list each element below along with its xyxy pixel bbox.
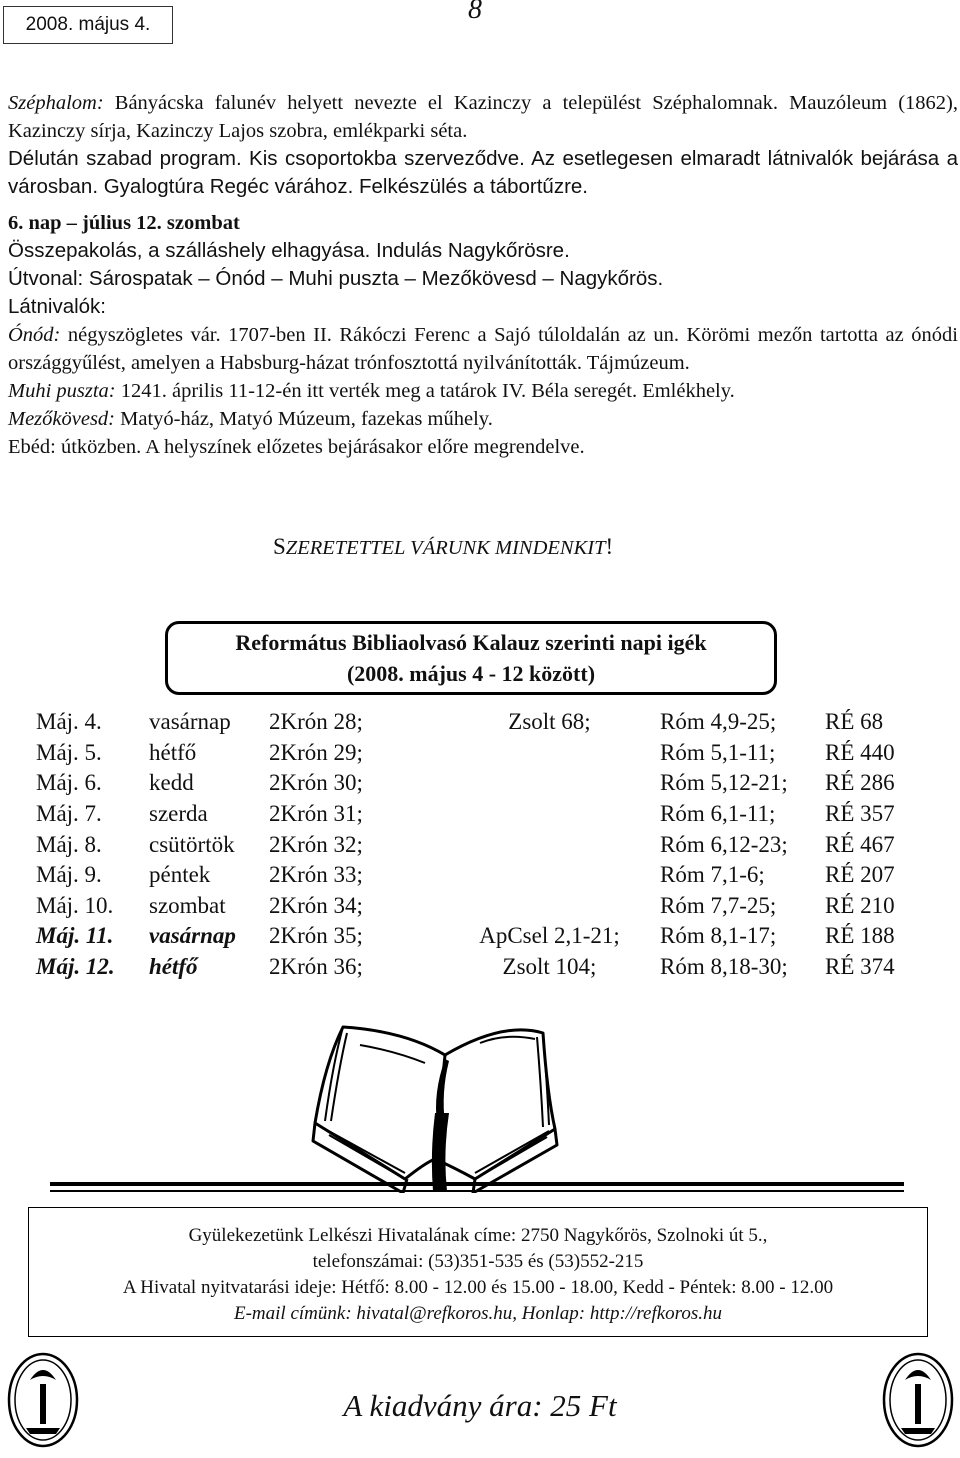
reading-cell-re: RÉ 68 xyxy=(825,709,884,735)
reading-cell-day: vasárnap xyxy=(149,923,236,949)
reading-cell-nt: Róm 8,18-30; xyxy=(660,954,788,980)
day6-line-sights: Látnivalók: xyxy=(8,295,107,318)
paragraph-text: 1241. április 11-12-én itt verték meg a tatárok IV. Béla seregét. Emlékhely. xyxy=(115,380,735,402)
paragraph-afternoon: Délután szabad program. Kis csoportokba szerveződve. Az esetlegesen elmaradt látnivalók bejárása a városban. Gyalogtúra Regéc várához. Felkészülés a tábortűzre. xyxy=(8,147,958,198)
office-phones: telefonszámai: (53)351-535 és (53)552-215 xyxy=(312,1251,644,1272)
reading-cell-re: RÉ 210 xyxy=(825,892,895,918)
office-info-box xyxy=(28,1207,928,1337)
reading-cell-ot: 2Krón 29; xyxy=(269,739,363,765)
reading-cell-day: péntek xyxy=(149,862,211,888)
reading-cell-ps xyxy=(439,860,660,891)
reading-cell-ps xyxy=(439,738,660,769)
reading-cell-day: csütörtök xyxy=(149,831,235,857)
welcome-exclaim: ! xyxy=(605,534,614,559)
reading-row xyxy=(36,921,915,952)
reading-cell-ps xyxy=(439,829,660,860)
divider-thick xyxy=(50,1182,904,1186)
paragraph-szephalom xyxy=(8,89,958,145)
readings-title: Református Bibliaolvasó Kalauz szerinti napi igék xyxy=(235,630,707,655)
reading-cell-ps xyxy=(439,891,660,922)
reading-cell-re: RÉ 286 xyxy=(825,770,895,796)
welcome-line xyxy=(273,534,613,560)
itinerary-text xyxy=(8,89,958,461)
reading-cell-ps: Zsolt 104; xyxy=(502,954,597,980)
place-label-muhi: Muhi puszta: xyxy=(8,380,116,402)
reading-cell-ps xyxy=(439,799,660,830)
reading-cell-ps: Zsolt 68; xyxy=(508,709,591,735)
divider-thin xyxy=(50,1190,904,1192)
paragraph-lunch: Ebéd: útközben. A helyszínek előzetes bejárásakor előre megrendelve. xyxy=(8,436,585,458)
paragraph-mezokovesd xyxy=(8,405,958,433)
paragraph-text: négyszögletes vár. 1707-ben II. Rákóczi Ferenc a Sajó túloldalán az un. Körömi mezőn tartotta az ónódi országgyűlést, amelyen a Habsburg-házat trónfosztottá nyilvánították. Tájmúzeum. xyxy=(8,324,958,374)
reading-row xyxy=(36,952,915,983)
reading-cell-date: Máj. 5. xyxy=(36,739,102,765)
reading-row xyxy=(36,799,915,830)
reading-cell-ot: 2Krón 33; xyxy=(269,862,363,888)
reading-cell-date: Máj. 10. xyxy=(36,892,114,918)
place-label-szephalom: Széphalom: xyxy=(8,92,104,114)
reading-cell-day: hétfő xyxy=(149,954,198,980)
welcome-text: ZERETETTEL VÁRUNK MINDENKIT xyxy=(285,537,606,559)
reading-cell-day: szerda xyxy=(149,801,208,827)
day6-line-pack: Összepakolás, a szálláshely elhagyása. Indulás Nagykőrösre. xyxy=(8,239,570,262)
reading-cell-nt: Róm 7,7-25; xyxy=(660,892,777,918)
place-label-mezokovesd: Mezőkövesd: xyxy=(8,408,116,430)
reading-row xyxy=(36,768,915,799)
readings-title-box xyxy=(165,621,777,695)
reading-cell-ot: 2Krón 36; xyxy=(269,954,363,980)
reading-cell-ps: ApCsel 2,1-21; xyxy=(479,923,620,949)
reading-cell-day: kedd xyxy=(149,770,194,796)
day6-heading: 6. nap – július 12. szombat xyxy=(8,212,240,234)
reading-row xyxy=(36,829,915,860)
reading-cell-date: Máj. 8. xyxy=(36,831,102,857)
paragraph-onod xyxy=(8,321,958,377)
reading-cell-re: RÉ 357 xyxy=(825,801,895,827)
welcome-initial: S xyxy=(273,534,286,559)
reading-cell-re: RÉ 440 xyxy=(825,739,895,765)
office-hours: A Hivatal nyitvatarási ideje: Hétfő: 8.00 - 12.00 és 15.00 - 18.00, Kedd - Péntek: 8.00 - 12.00 xyxy=(122,1277,834,1298)
paragraph-text: Bányácska falunév helyett nevezte el Kazinczy a települést Széphalomnak. Mauzóleum (1862), Kazinczy sírja, Kazinczy Lajos szobra, emlékparki séta. xyxy=(8,92,958,142)
reading-cell-nt: Róm 6,1-11; xyxy=(660,801,776,827)
reading-cell-nt: Róm 8,1-17; xyxy=(660,923,777,949)
reading-cell-date: Máj. 12. xyxy=(36,954,115,980)
reading-cell-day: vasárnap xyxy=(149,709,231,735)
reading-cell-ot: 2Krón 35; xyxy=(269,923,363,949)
reading-cell-nt: Róm 5,12-21; xyxy=(660,770,788,796)
reading-cell-date: Máj. 6. xyxy=(36,770,102,796)
reading-cell-date: Máj. 4. xyxy=(36,709,102,735)
reading-cell-ps xyxy=(439,768,660,799)
day6-line-route: Útvonal: Sárospatak – Ónód – Muhi puszta – Mezőkövesd – Nagykőrös. xyxy=(8,267,664,290)
reading-cell-date: Máj. 9. xyxy=(36,862,102,888)
reading-row xyxy=(36,891,915,922)
reading-cell-ot: 2Krón 34; xyxy=(269,892,363,918)
reading-row xyxy=(36,738,915,769)
reading-cell-ot: 2Krón 32; xyxy=(269,831,363,857)
office-contact: E-mail címünk: hivatal@refkoros.hu, Honlap: http://refkoros.hu xyxy=(233,1303,722,1324)
page-number: 8 xyxy=(468,0,482,25)
reading-cell-day: szombat xyxy=(149,892,226,918)
reading-row xyxy=(36,707,915,738)
reading-cell-re: RÉ 207 xyxy=(825,862,895,888)
reading-cell-date: Máj. 11. xyxy=(36,923,114,949)
open-bible-illustration xyxy=(285,1003,585,1193)
publication-price: A kiadvány ára: 25 Ft xyxy=(343,1388,617,1423)
reading-cell-nt: Róm 7,1-6; xyxy=(660,862,765,888)
date-box: 2008. május 4. xyxy=(3,6,173,44)
paragraph-muhi xyxy=(8,377,958,405)
reading-cell-date: Máj. 7. xyxy=(36,801,102,827)
office-address: Gyülekezetünk Lelkészi Hivatalának címe: 2750 Nagykőrös, Szolnoki út 5., xyxy=(188,1225,768,1246)
reading-cell-nt: Róm 6,12-23; xyxy=(660,831,788,857)
reading-cell-nt: Róm 4,9-25; xyxy=(660,709,777,735)
reading-cell-day: hétfő xyxy=(149,739,197,765)
paragraph-text: Matyó-ház, Matyó Múzeum, fazekas műhely. xyxy=(115,408,493,430)
place-label-onod: Ónód: xyxy=(8,324,61,346)
reading-cell-re: RÉ 374 xyxy=(825,954,895,980)
reading-row xyxy=(36,860,915,891)
reading-cell-re: RÉ 467 xyxy=(825,831,895,857)
readings-table xyxy=(36,707,915,982)
readings-subtitle: (2008. május 4 - 12 között) xyxy=(346,661,596,686)
reading-cell-nt: Róm 5,1-11; xyxy=(660,739,776,765)
reading-cell-ot: 2Krón 28; xyxy=(269,709,363,735)
reading-cell-ot: 2Krón 30; xyxy=(269,770,363,796)
reading-cell-re: RÉ 188 xyxy=(825,923,895,949)
reading-cell-ot: 2Krón 31; xyxy=(269,801,363,827)
